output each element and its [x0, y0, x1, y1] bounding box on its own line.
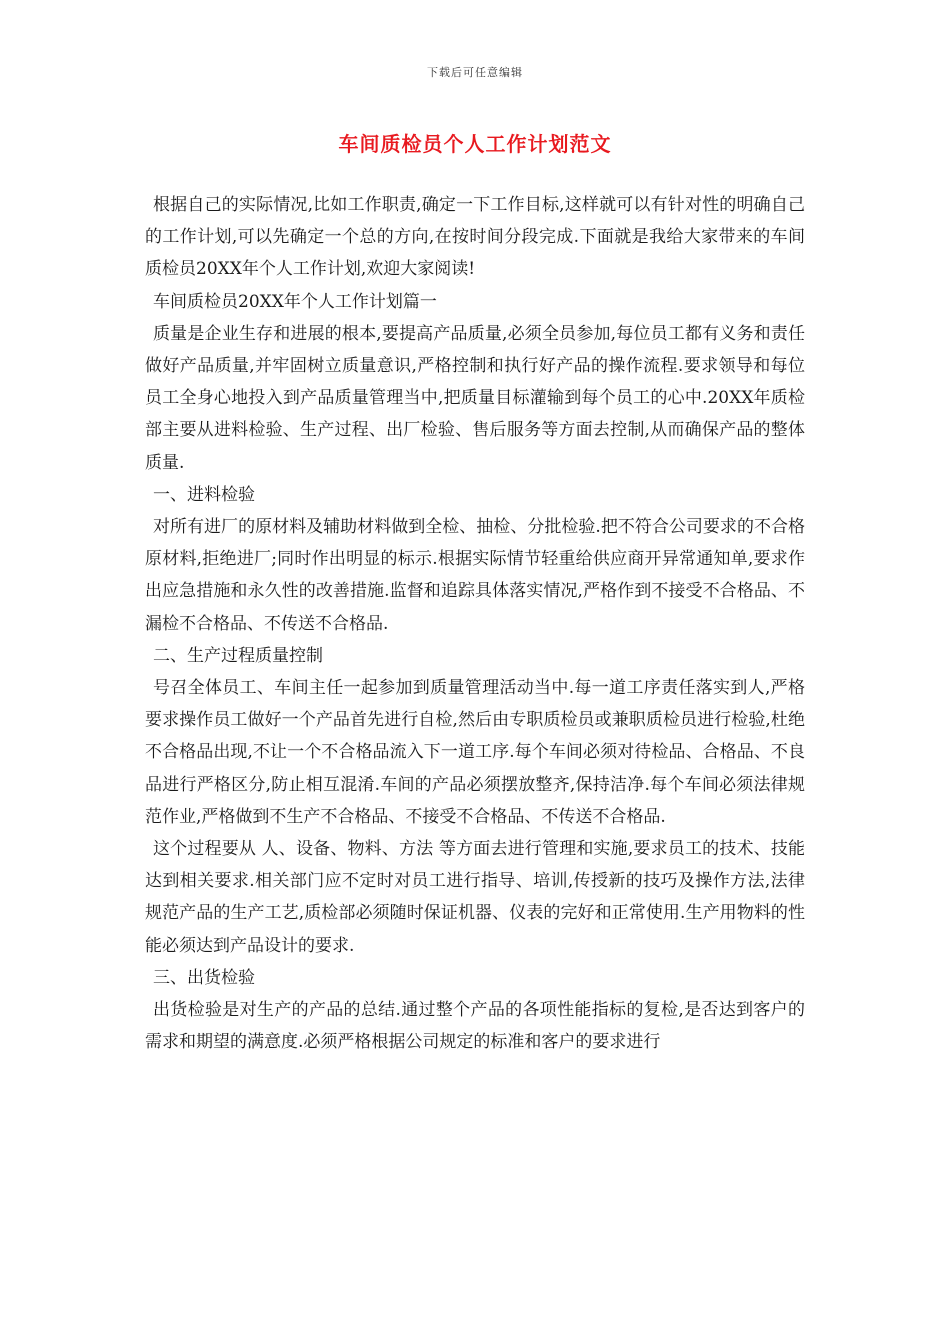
section-heading-process-control: 二、生产过程质量控制 — [153, 645, 323, 666]
header-note: 下载后可任意编辑 — [427, 66, 523, 79]
section-heading-shipment-inspection: 三、出货检验 — [153, 967, 255, 988]
plan-heading: 车间质检员20XX年个人工作计划篇一 — [153, 291, 437, 312]
section-heading-incoming-inspection: 一、进料检验 — [153, 484, 255, 505]
process-management-paragraph: 这个过程要从 人、设备、物料、方法 等方面去进行管理和实施,要求员工的技术、技能达到相关要求.相关部门应不定时对员工进行指导、培训,传授新的技巧及操作方法,法律规范产品的生产工艺,质检部必须随时保证机器、仪表的完好和正常使用.生产用物料的性能必须达到产品设计的要求. — [145, 839, 805, 956]
quality-paragraph: 质量是企业生存和进展的根本,要提高产品质量,必须全员参加,每位员工都有义务和责任做好产品质量,并牢固树立质量意识,严格控制和执行好产品的操作流程.要求领导和每位员工全身心地投入到产品质量管理当中,把质量目标灌输到每个员工的心中.20XX年质检部主要从进料检验、生产过程、出厂检验、售后服务等方面去控制,从而确保产品的整体质量. — [145, 323, 805, 473]
document-title: 车间质检员个人工作计划范文 — [338, 132, 612, 156]
intro-paragraph: 根据自己的实际情况,比如工作职责,确定一下工作目标,这样就可以有针对性的明确自己的工作计划,可以先确定一个总的方向,在按时间分段完成.下面就是我给大家带来的车间质检员20XX年个人工作计划,欢迎大家阅读! — [145, 195, 805, 280]
shipment-inspection-paragraph: 出货检验是对生产的产品的总结.通过整个产品的各项性能指标的复检,是否达到客户的需求和期望的满意度.必须严格根据公司规定的标准和客户的要求进行 — [145, 1000, 805, 1053]
incoming-inspection-paragraph: 对所有进厂的原材料及辅助材料做到全检、抽检、分批检验.把不符合公司要求的不合格原材料,拒绝进厂;同时作出明显的标示.根据实际情节轻重给供应商开异常通知单,要求作出应急措施和永久性的改善措施.监督和追踪具体落实情况,严格作到不接受不合格品、不漏检不合格品、不传送不合格品. — [145, 517, 805, 634]
process-control-paragraph: 号召全体员工、车间主任一起参加到质量管理活动当中.每一道工序责任落实到人,严格要求操作员工做好一个产品首先进行自检,然后由专职质检员或兼职质检员进行检验,杜绝不合格品出现,不让一个不合格品流入下一道工序.每个车间必须对待检品、合格品、不良品进行严格区分,防止相互混淆.车间的产品必须摆放整齐,保持洁净.每个车间必须法律规范作业,严格做到不生产不合格品、不接受不合格品、不传送不合格品. — [145, 678, 805, 827]
document-body — [145, 189, 805, 1058]
